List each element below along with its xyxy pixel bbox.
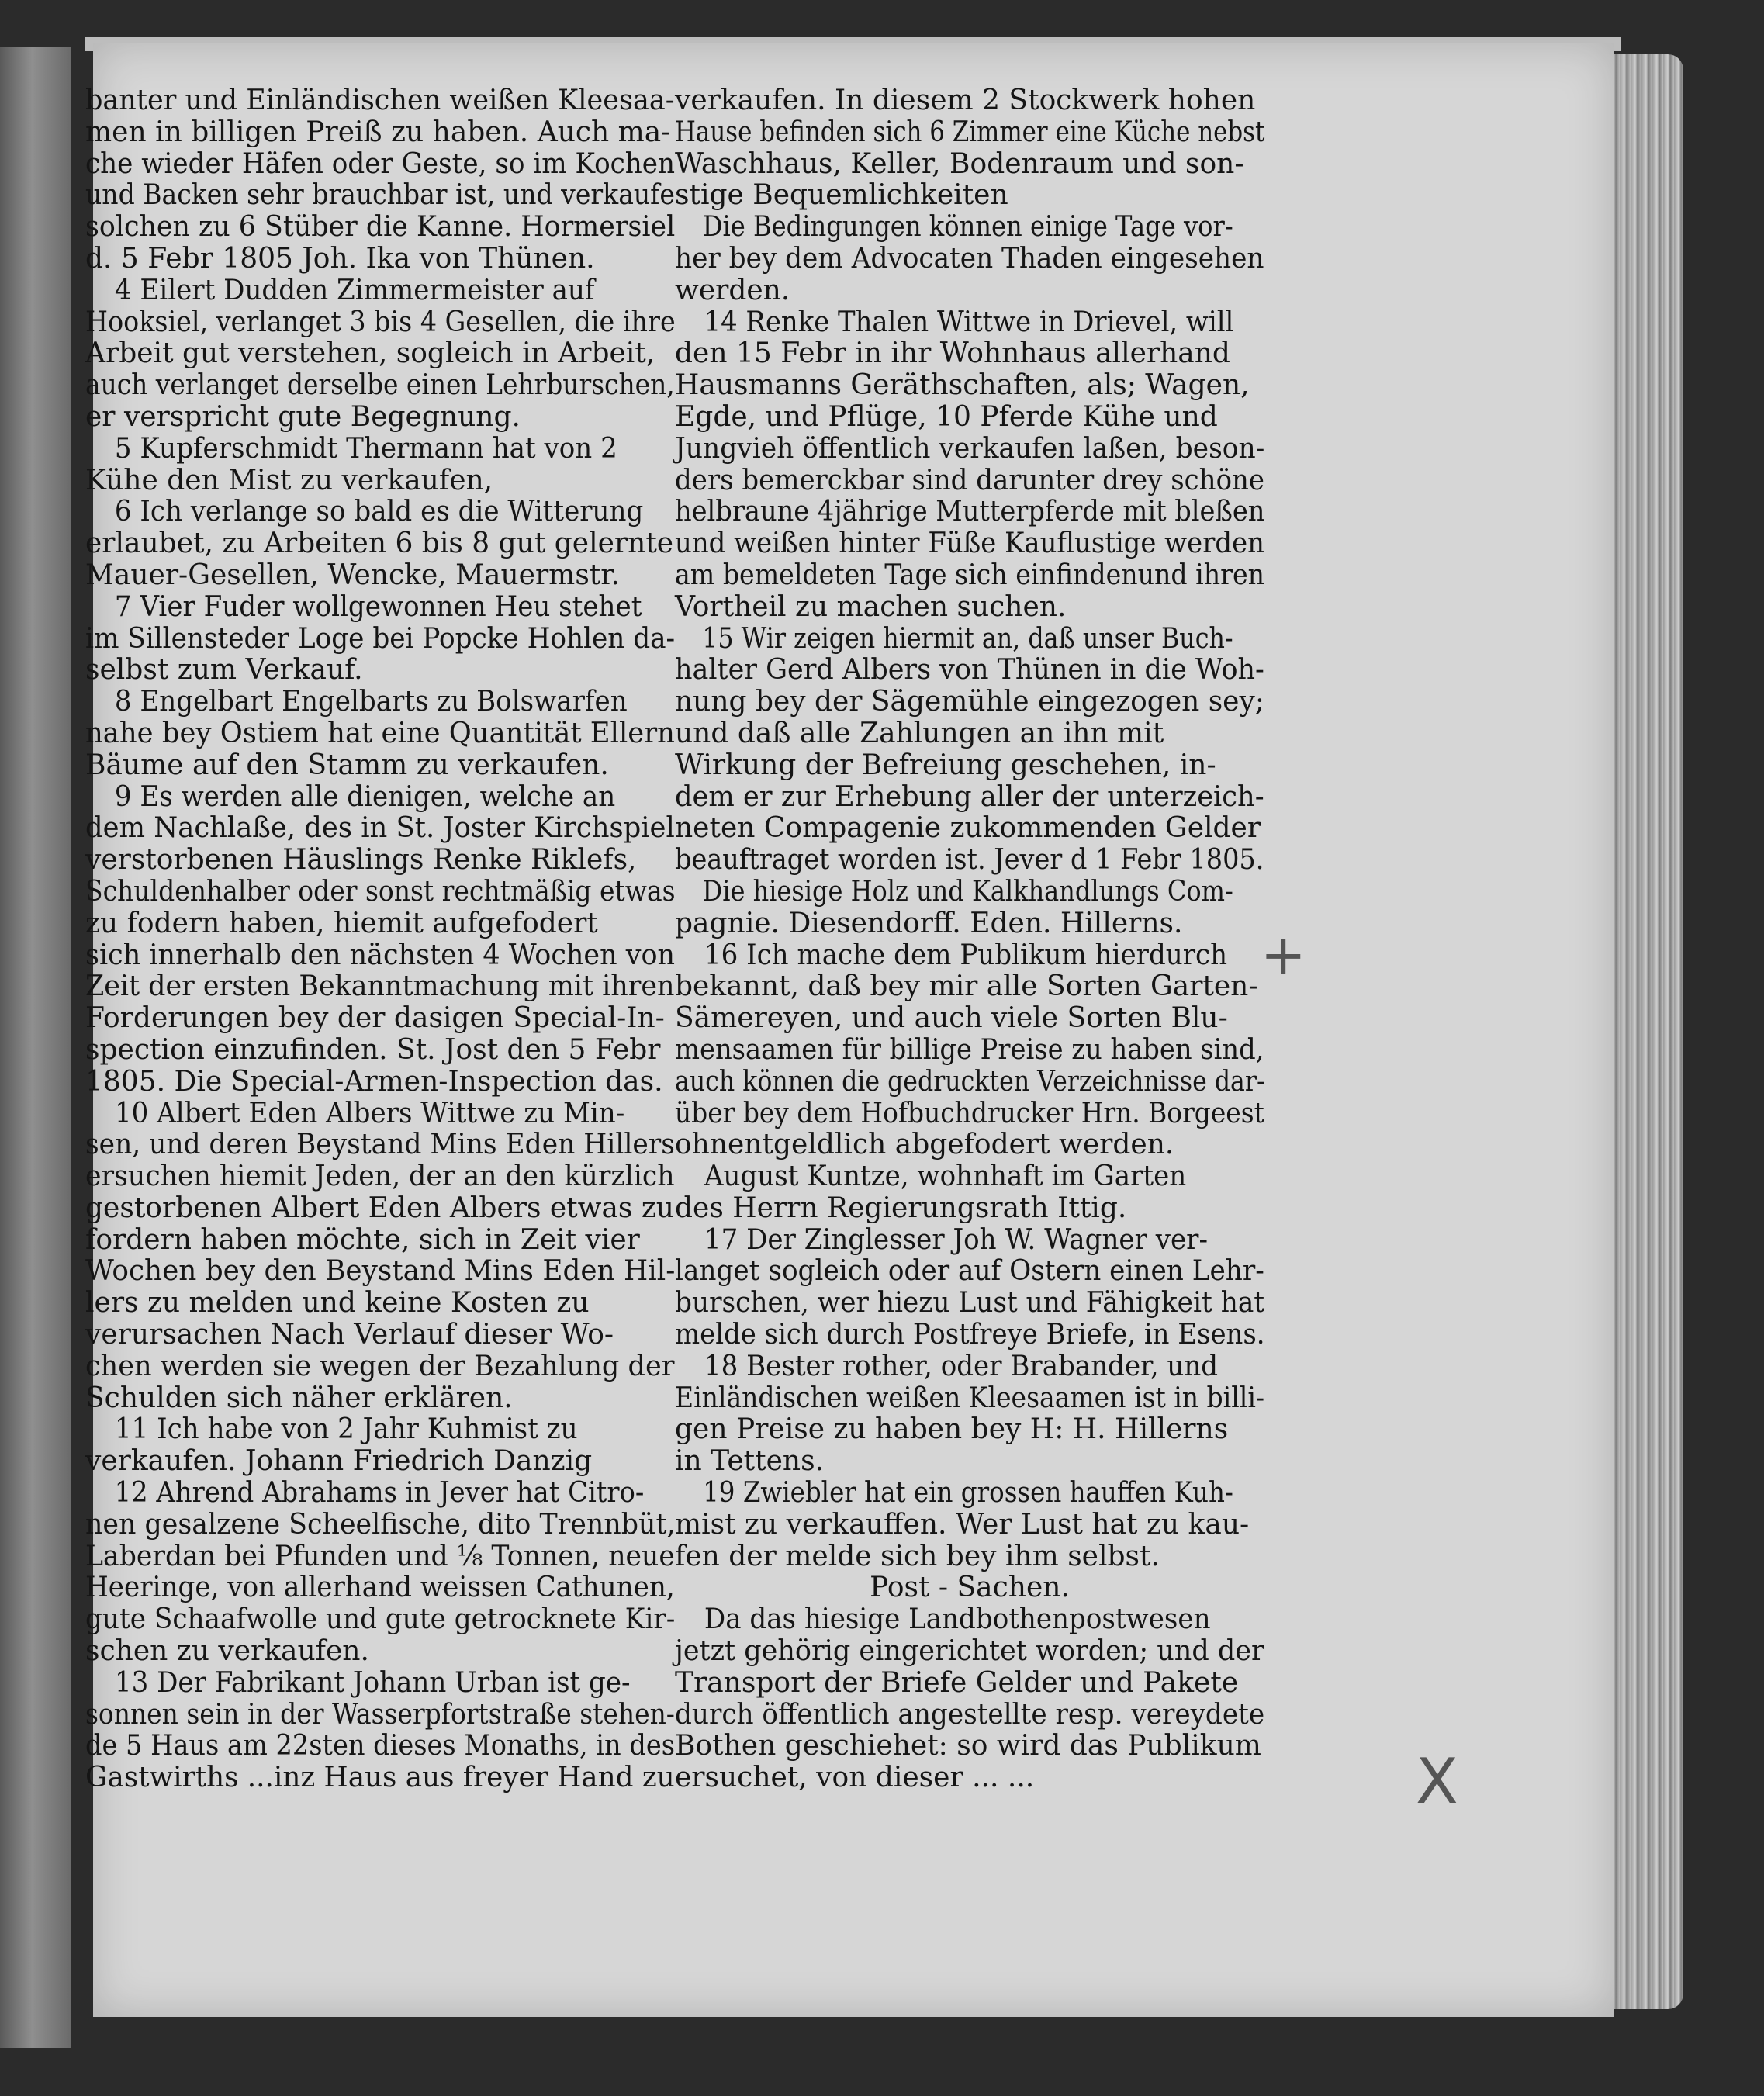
text-line: d. 5 Febr 1805 Joh. Ika von Thünen.	[85, 242, 595, 275]
text-line: sonnen sein in der Wasserpfortstraße stehen-	[85, 1698, 675, 1731]
text-line: helbraune 4jährige Mutterpferde mit bleßen	[675, 496, 1265, 528]
text-line: ersuchet, von dieser ... ...	[675, 1762, 1035, 1794]
text-line: nung bey der Sägemühle eingezogen sey;	[675, 686, 1264, 718]
text-line: gen Preise zu haben bey H: H. Hillerns	[675, 1413, 1229, 1446]
text-line: halter Gerd Albers von Thünen in die Woh-	[675, 654, 1264, 687]
text-line: Post - Sachen.	[870, 1572, 1070, 1604]
text-line: Gastwirths ...inz Haus aus freyer Hand zu	[85, 1762, 675, 1794]
previous-page-edge	[0, 47, 71, 2048]
handwritten-plus-mark: +	[1261, 923, 1306, 987]
text-line: melde sich durch Postfreye Briefe, in Esens.	[675, 1319, 1265, 1351]
text-line: Heeringe, von allerhand weissen Cathunen,	[85, 1572, 675, 1604]
text-line: Sämereyen, und auch viele Sorten Blu-	[675, 1002, 1228, 1035]
text-line: über bey dem Hofbuchdrucker Hrn. Borgeest	[675, 1097, 1264, 1129]
text-line: verkaufen. In diesem 2 Stockwerk hohen	[675, 85, 1256, 116]
text-line: jetzt gehörig eingerichtet worden; und der	[675, 1635, 1264, 1668]
text-line: Waschhaus, Keller, Bodenraum und son-	[675, 147, 1244, 180]
text-line: 13 Der Fabrikant Johann Urban ist ge-	[114, 1666, 631, 1699]
text-line: ersuchen hiemit Jeden, der an den kürzlich	[85, 1160, 675, 1193]
text-line: 5 Kupferschmidt Thermann hat von 2	[114, 432, 617, 465]
text-line: 4 Eilert Dudden Zimmermeister auf	[114, 274, 595, 306]
text-line: Laberdan bei Pfunden und ⅛ Tonnen, neue	[85, 1540, 675, 1572]
text-line: Die Bedingungen können einige Tage vor-	[702, 211, 1233, 244]
text-line: Bäume auf den Stamm zu verkaufen.	[85, 749, 609, 781]
text-line: durch öffentlich angestellte resp. vereydete	[675, 1698, 1265, 1731]
text-line: banter und Einländischen weißen Kleesaa-	[85, 85, 675, 116]
text-line: 10 Albert Eden Albers Wittwe zu Min-	[114, 1097, 625, 1129]
text-line: chen werden sie wegen der Bezahlung der	[85, 1350, 675, 1382]
text-line: 19 Zwiebler hat ein grossen hauffen Kuh-	[703, 1477, 1233, 1510]
text-line: Wirkung der Befreiung geschehen, in-	[675, 749, 1216, 781]
text-line: spection einzufinden. St. Jost den 5 Febr	[85, 1033, 661, 1066]
text-line: 16 Ich mache dem Publikum hierdurch	[704, 939, 1228, 971]
text-line: des Herrn Regierungsrath Ittig.	[675, 1192, 1127, 1224]
text-line: Hause befinden sich 6 Zimmer eine Küche nebst	[675, 116, 1265, 148]
text-line: Wochen bey den Beystand Mins Eden Hil-	[85, 1255, 676, 1288]
text-line: Mauer-Gesellen, Wencke, Mauermstr.	[85, 559, 620, 591]
text-line: zu fodern haben, hiemit aufgefodert	[85, 907, 598, 939]
text-line: ders bemerckbar sind darunter drey schöne	[675, 464, 1265, 496]
text-line: August Kuntze, wohnhaft im Garten	[704, 1160, 1187, 1193]
text-line: Hooksiel, verlanget 3 bis 4 Gesellen, die ihre	[85, 306, 676, 338]
text-line: lers zu melden und keine Kosten zu	[85, 1287, 590, 1320]
text-line: bekannt, daß bey mir alle Sorten Garten-	[675, 970, 1258, 1003]
text-line: auch verlanget derselbe einen Lehrburschen,	[85, 369, 675, 402]
text-line: her bey dem Advocaten Thaden eingesehen	[675, 242, 1264, 275]
text-line: Forderungen bey der dasigen Special-In-	[85, 1002, 665, 1035]
text-line: selbst zum Verkauf.	[85, 654, 363, 687]
text-line: er verspricht gute Begegnung.	[85, 400, 521, 433]
text-line: 15 Wir zeigen hiermit an, daß unser Buch-	[702, 622, 1233, 655]
text-line: pagnie. Diesendorff. Eden. Hillerns.	[675, 907, 1183, 939]
text-line: de 5 Haus am 22sten dieses Monaths, in des	[85, 1730, 675, 1762]
text-line: Vortheil zu machen suchen.	[675, 590, 1067, 623]
text-line: den 15 Febr in ihr Wohnhaus allerhand	[675, 337, 1230, 370]
text-line: beauftraget worden ist. Jever d 1 Febr 1805.	[675, 844, 1264, 877]
text-line: neten Compagenie zukommenden Gelder	[675, 812, 1261, 845]
text-line: Hausmanns Geräthschaften, als; Wagen,	[675, 369, 1250, 402]
text-line: schen zu verkaufen.	[85, 1635, 369, 1668]
left-text-column	[85, 85, 675, 1794]
text-line: sen, und deren Beystand Mins Eden Hillers	[85, 1129, 675, 1161]
text-line: und daß alle Zahlungen an ihn mit	[675, 717, 1164, 749]
text-line: 8 Engelbart Engelbarts zu Bolswarfen	[114, 686, 628, 718]
text-line: nahe bey Ostiem hat eine Quantität Ellern	[85, 717, 675, 749]
text-line: erlaubet, zu Arbeiten 6 bis 8 gut gelernte	[85, 527, 674, 560]
text-line: Die hiesige Holz und Kalkhandlungs Com-	[702, 875, 1233, 908]
text-line: Schulden sich näher erklären.	[85, 1382, 513, 1414]
text-line: mist zu verkauffen. Wer Lust hat zu kau-	[675, 1508, 1250, 1541]
text-line: mensaamen für billige Preise zu haben sind,	[675, 1033, 1264, 1066]
text-line: Jungvieh öffentlich verkaufen laßen, beson-	[675, 432, 1265, 465]
text-line: 7 Vier Fuder wollgewonnen Heu stehet	[114, 590, 642, 623]
text-line: 14 Renke Thalen Wittwe in Drievel, will	[704, 306, 1234, 338]
text-line: 12 Ahrend Abrahams in Jever hat Citro-	[114, 1477, 645, 1510]
text-line: Bothen geschiehet: so wird das Publikum	[675, 1730, 1261, 1762]
text-line: und Backen sehr brauchbar ist, und verkaufe	[85, 179, 675, 212]
text-line: verkaufen. Johann Friedrich Danzig	[85, 1445, 593, 1478]
handwritten-cross-mark: X	[1416, 1745, 1458, 1818]
text-line: gestorbenen Albert Eden Albers etwas zu	[85, 1192, 674, 1224]
text-line: fen der melde sich bey ihm selbst.	[675, 1540, 1160, 1572]
text-line: 6 Ich verlange so bald es die Witterung	[114, 496, 644, 528]
text-line: gute Schaafwolle und gute getrocknete Kir-	[85, 1603, 676, 1636]
text-line: Egde, und Pflüge, 10 Pferde Kühe und	[675, 400, 1218, 433]
right-text-column	[675, 85, 1264, 1794]
text-line: 9 Es werden alle dienigen, welche an	[114, 780, 616, 813]
text-line: nen gesalzene Scheelfische, dito Trennbüt,	[85, 1508, 676, 1541]
text-line: Transport der Briefe Gelder und Pakete	[675, 1666, 1239, 1699]
text-line: Schuldenhalber oder sonst rechtmäßig etwas	[85, 875, 676, 908]
text-line: und weißen hinter Füße Kauflustige werden	[675, 527, 1264, 560]
text-line: auch können die gedruckten Verzeichnisse dar-	[675, 1065, 1265, 1098]
text-line: 11 Ich habe von 2 Jahr Kuhmist zu	[114, 1413, 578, 1446]
text-line: men in billigen Preiß zu haben. Auch ma-	[85, 116, 671, 148]
text-line: ohnentgeldlich abgefodert werden.	[675, 1129, 1174, 1161]
text-line: 18 Bester rother, oder Brabander, und	[704, 1350, 1219, 1382]
text-line: werden.	[675, 274, 790, 306]
text-line: burschen, wer hiezu Lust und Fähigkeit hat	[675, 1287, 1265, 1320]
text-line: stige Bequemlichkeiten	[675, 179, 1008, 212]
text-line: verursachen Nach Verlauf dieser Wo-	[85, 1319, 614, 1351]
text-line: Da das hiesige Landbothenpostwesen	[704, 1603, 1211, 1636]
text-line: fordern haben möchte, sich in Zeit vier	[85, 1223, 640, 1256]
text-line: sich innerhalb den nächsten 4 Wochen von	[85, 939, 676, 971]
text-line: Zeit der ersten Bekanntmachung mit ihren	[85, 970, 675, 1003]
text-line: am bemeldeten Tage sich einfindenund ihren	[675, 559, 1265, 591]
text-line: dem er zur Erhebung aller der unterzeich-	[675, 780, 1264, 813]
text-line: in Tettens.	[675, 1445, 825, 1478]
text-line: im Sillensteder Loge bei Popcke Hohlen da-	[85, 622, 676, 655]
text-line: 1805. Die Special-Armen-Inspection das.	[85, 1065, 663, 1098]
text-line: Einländischen weißen Kleesaamen ist in billi-	[675, 1382, 1265, 1414]
text-line: verstorbenen Häuslings Renke Riklefs,	[85, 844, 637, 877]
text-line: solchen zu 6 Stüber die Kanne. Hormersiel	[85, 211, 676, 244]
text-line: 17 Der Zinglesser Joh W. Wagner ver-	[704, 1223, 1208, 1256]
text-line: Arbeit gut verstehen, sogleich in Arbeit,	[85, 337, 655, 370]
text-line: che wieder Häfen oder Geste, so im Kochen	[85, 147, 676, 180]
text-line: dem Nachlaße, des in St. Joster Kirchspiel	[85, 812, 675, 845]
text-line: langet sogleich oder auf Ostern einen Lehr-	[675, 1255, 1264, 1288]
text-line: Kühe den Mist zu verkaufen,	[85, 464, 493, 496]
